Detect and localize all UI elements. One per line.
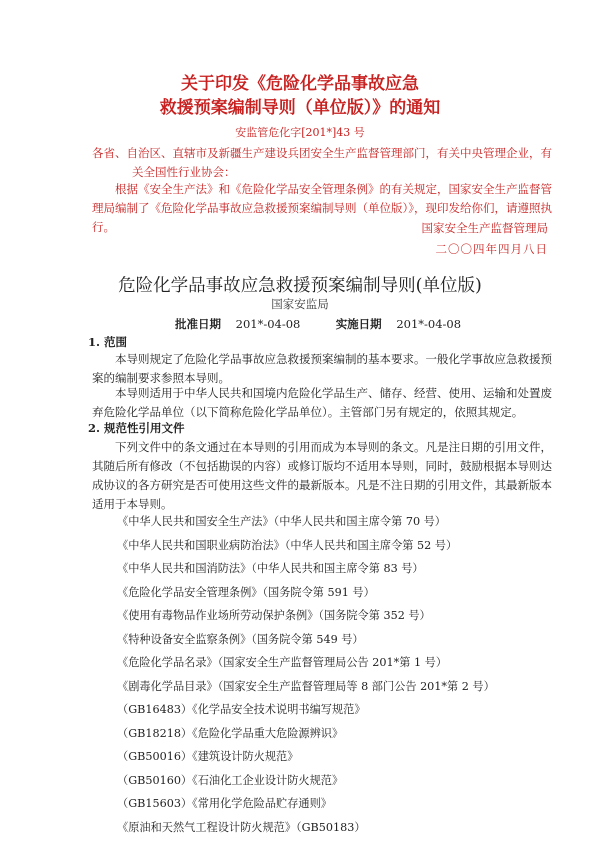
notice-body: 根据《安全生产法》和《危险化学品安全管理条例》的有关规定，国家安全生产监督管理局编制了《危险化学品事故应急救援预案编制导则（单位版）》，现印发给你们，请遵照执行。 <box>92 182 552 234</box>
guide-title: 危险化学品事故应急救援预案编制导则(单位版) <box>118 276 482 296</box>
reference-item: 《特种设备安全监察条例》（国务院令第 549 号） <box>117 632 364 646</box>
notice-date: 二〇〇四年四月八日 <box>435 242 548 256</box>
reference-item: 《中华人民共和国安全生产法》（中华人民共和国主席令第 70 号） <box>117 515 446 528</box>
reference-item: 《中华人民共和国职业病防治法》（中华人民共和国主席令第 52 号） <box>117 538 458 552</box>
effective-label: 实施日期 <box>335 317 382 331</box>
reference-item: 《危险化学品名录》（国家安全生产监督管理局公告 201*第 1 号） <box>117 656 448 669</box>
guide-author: 国家安监局 <box>271 297 329 311</box>
notice-addressee: 各省、自治区、直辖市及新疆生产建设兵团安全生产监督管理部门，有关中央管理企业，有关全国性行业协会： <box>92 146 552 179</box>
section2-paragraph1: 下列文件中的条文通过在本导则的引用而成为本导则的条文。凡是注日期的引用文件，其随后所有修改（不包括勘误的内容）或修订版均不适用本导则，同时，鼓励根据本导则达成协议的各方研究是否可使用这些文件的最新版本。凡是不注日期的引用文件，其最新版本适用于本导则。 <box>92 440 552 511</box>
section1-paragraph2: 本导则适用于中华人民共和国境内危险化学品生产、储存、经营、使用、运输和处置废弃危险化学品单位（以下简称危险化学品单位）。主管部门另有规定的，依照其规定。 <box>92 386 552 419</box>
reference-item: （GB15603）《常用化学危险品贮存通则》 <box>117 797 332 810</box>
notice-issuer: 国家安全生产监督管理局 <box>421 221 548 235</box>
effective-date: 201*-04-08 <box>396 317 462 331</box>
section1-heading: 1. 范围 <box>88 335 128 349</box>
reference-item: （GB50016）《建筑设计防火规范》 <box>117 750 299 763</box>
reference-item: 《危险化学品安全管理条例》（国务院令第 591 号） <box>117 585 375 599</box>
reference-item: （GB50160）《石油化工企业设计防火规范》 <box>117 773 344 787</box>
reference-item: 《使用有毒物品作业场所劳动保护条例》（国务院令第 352 号） <box>117 609 431 622</box>
reference-item: （GB18218）《危险化学品重大危险源辨识》 <box>117 726 344 740</box>
document-number: 安监管危化字[201*]43 号 <box>235 126 365 139</box>
reference-item: （GB16483）《化学品安全技术说明书编写规范》 <box>117 703 366 716</box>
reference-item: 《中华人民共和国消防法》（中华人民共和国主席令第 83 号） <box>117 562 424 575</box>
approve-label: 批准日期 <box>175 317 221 331</box>
section2-heading: 2. 规范性引用文件 <box>88 421 185 435</box>
guide-dates <box>175 316 461 332</box>
reference-item: 《原油和天然气工程设计防火规范》（GB50183） <box>117 820 366 834</box>
reference-item: 《剧毒化学品目录》（国家安全生产监督管理局等 8 部门公告 201*第 2 号） <box>117 679 495 693</box>
section1-paragraph1: 本导则规定了危险化学品事故应急救援预案编制的基本要求。一般化学事故应急救援预案的编制要求参照本导则。 <box>92 352 552 385</box>
notice-title-line1: 关于印发《危险化学品事故应急 <box>181 74 419 94</box>
approve-date: 201*-04-08 <box>235 317 301 331</box>
notice-title-line2: 救援预案编制导则（单位版）》的通知 <box>159 98 441 118</box>
reference-list <box>117 510 495 839</box>
